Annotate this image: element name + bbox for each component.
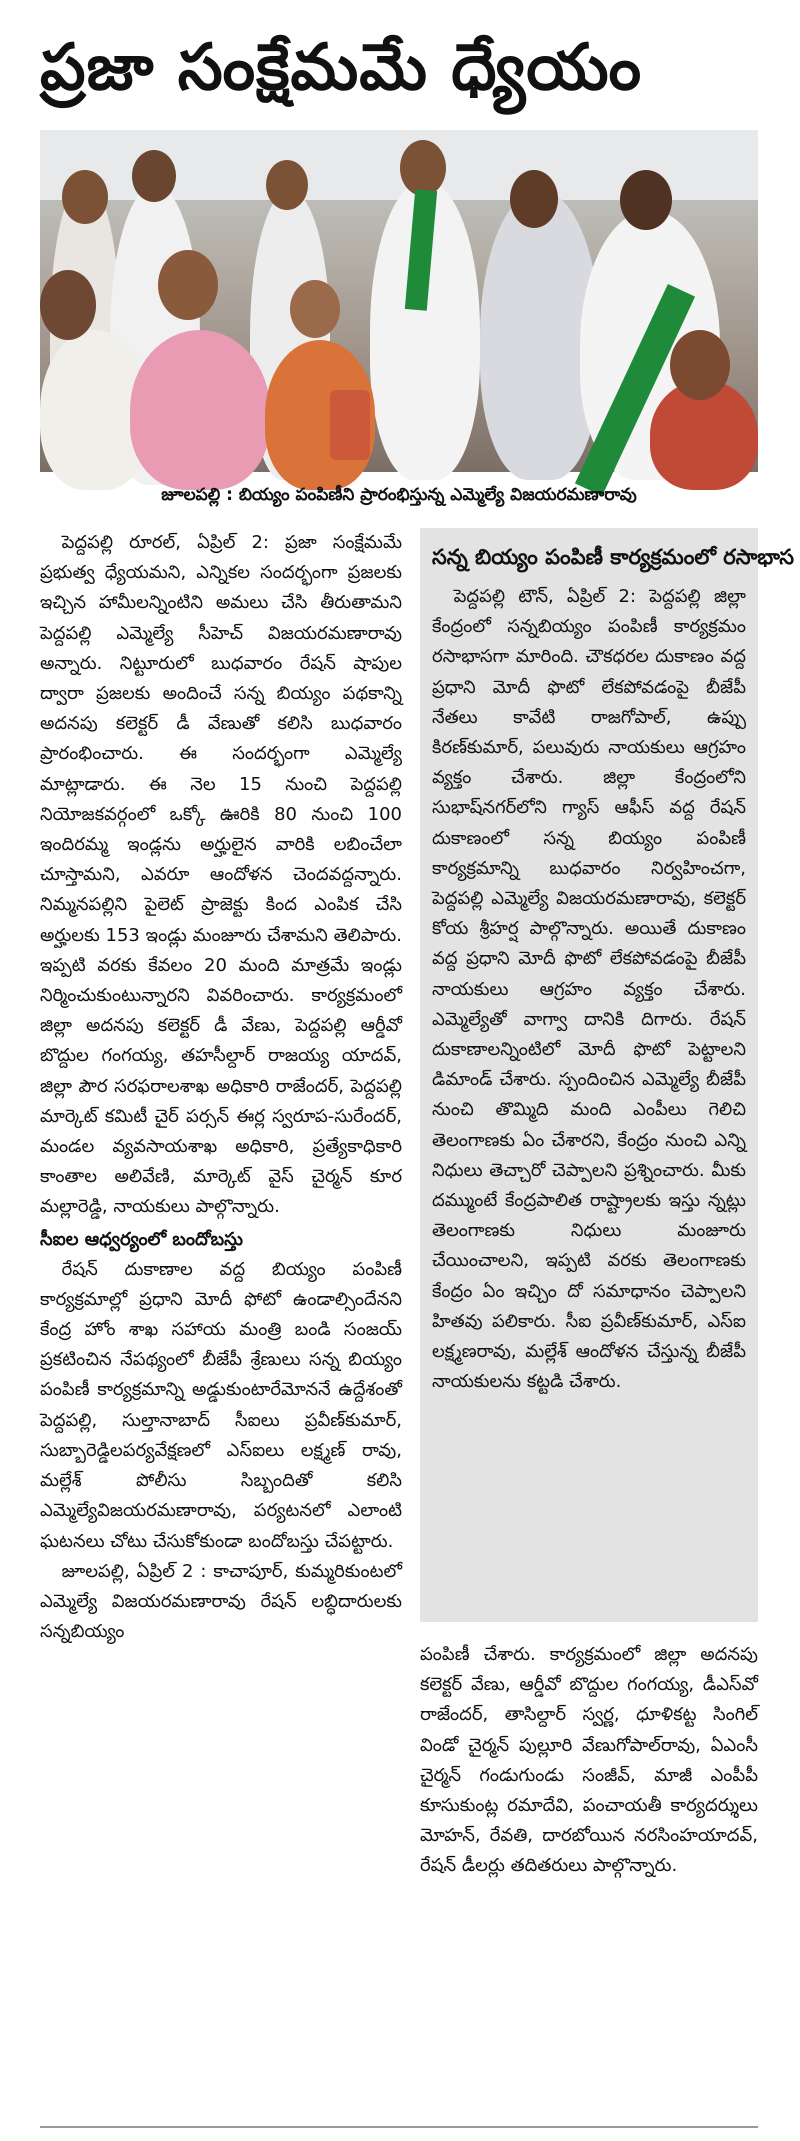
news-photo [40,130,758,472]
bottom-divider [40,2126,758,2128]
sidebar-story-title: సన్న బియ్యం పంపిణీ కార్యక్రమంలో రసాభాస [432,545,795,569]
main-story-subhead: సీఐల ఆధ్వర్యంలో బందోబస్తు [40,1228,244,1250]
headline: ప్రజా సంక్షేమమే ధ్యేయం [40,31,643,105]
main-story [40,528,402,2108]
sidebar-story-body: పెద్దపల్లి టౌన్, ఏప్రిల్ 2: పెద్దపల్లి జిల్లా కేంద్రంలో సన్నబియ్యం పంపిణీ కార్యక్రమం రసాభాసగా మారింది. చౌకధరల దుకాణం వద్ద ప్రధాని మోదీ ఫొటో లేకపోవడంపై బీజేపీ నేతలు కావేటి రాజగోపాల్, ఉప్పు కిరణ్‌కుమార్, పలువురు నాయకులు ఆగ్రహం వ్యక్తం చేశారు. జిల్లా కేంద్రంలోని సుభాష్‌నగర్‌లోని గ్యాస్ ఆఫీస్ వద్ద రేషన్ దుకాణంలో సన్న బియ్యం పంపిణీ కార్యక్రమాన్ని బుధవారం నిర్వహించగా, పెద్దపల్లి ఎమ్మెల్యే విజయరమణారావు, కలెక్టర్ కోయ శ్రీహర్ష పాల్గొన్నారు. అయితే దుకాణం వద్ద ప్రధాని మోదీ ఫొటో లేకపోవడంపై బీజేపీ నాయకులు ఆగ్రహం వ్యక్తం చేశారు. ఎమ్మెల్యేతో వాగ్వా దానికి దిగారు. రేషన్ దుకాణాలన్నింటిలో మోదీ ఫొటో పెట్టాలని డిమాండ్ చేశారు. స్పందించిన ఎమ్మెల్యే బీజేపీ నుంచి తొమ్మిది మంది ఎంపీలు గెలిచి తెలంగాణకు ఏం చేశారని, కేంద్రం నుంచి ఎన్ని నిధులు తెచ్చారో చెప్పాలని ప్రశ్నించారు. మీకు దమ్ముంటే కేంద్రపాలిత రాష్ట్రాలకు ఇస్తు న్నట్లు తెలంగాణకు నిధులు మంజూరు చేయించాలని, ఇప్పటి వరకు తెలంగాణకు కేంద్రం ఏం ఇచ్చిం దో సమాధానం చెప్పాలని హితవు పలికారు. సీఐ ప్రవీణ్‌కుమార్, ఎస్ఐ లక్ష్మణరావు, మల్లేశ్ ఆందోళన చేస్తున్న బీజేపీ నాయకులను కట్టడి చేశారు. [432,586,746,1393]
continued-story-body: పంపిణీ చేశారు. కార్యక్రమంలో జిల్లా అదనపు కలెక్టర్ వేణు, ఆర్డీవో బొద్దుల గంగయ్య, డీఎస్‌వో రాజేందర్, తాసిల్దార్ స్వర్ణ, ధూళికట్ట సింగిల్ విండో చైర్మన్ పుల్లూరి వేణుగోపాల్‌రావు, ఏఎంసీ చైర్మన్ గండుగుండు సంజీవ్, మాజీ ఎంపీపీ కూసుకుంట్ల రమాదేవి, పంచాయతీ కార్యదర్శులు మోహన్, రేవతి, దారబోయిన నరసింహయాదవ్, రేషన్ డీలర్లు తదితరులు పాల్గొన్నారు. [420,1644,758,1877]
main-story-paragraph: రేషన్ దుకాణాల వద్ద బియ్యం పంపిణీ కార్యక్రమాల్లో ప్రధాని మోదీ ఫోటో ఉండాల్సిందేనని కేంద్ర హోం శాఖ సహాయ మంత్రి బండి సంజయ్ ప్రకటించిన నేపథ్యంలో బీజేపీ శ్రేణులు సన్న బియ్యం పంపిణీ కార్యక్రమాన్ని అడ్డుకుంటారేమోననే ఉద్దేశంతో పెద్దపల్లి, సుల్తానాబాద్ సీఐలు ప్రవీణ్‌కుమార్, సుబ్బారెడ్డిలపర్యవేక్షణలో ఎస్ఐలు లక్ష్మణ్ రావు, మల్లేశ్ పోలీసు సిబ్బందితో కలిసి ఎమ్మెల్యేవిజయరమణారావు, పర్యటనలో ఎలాంటి ఘటనలు చోటు చేసుకోకుండా బందోబస్తు చేపట్టారు. [40,1258,402,1552]
sidebar-story [420,528,795,1622]
main-story-paragraph: పెద్దపల్లి రూరల్, ఏప్రిల్ 2: ప్రజా సంక్షేమమే ప్రభుత్వ ధ్యేయమని, ఎన్నికల సందర్భంగా ప్రజలకు ఇచ్చిన హామీలన్నింటిని అమలు చేసి తీరుతామని పెద్దపల్లి ఎమ్మెల్యే సీహెచ్ విజయరమణారావు అన్నారు. నిట్టూరులో బుధవారం రేషన్ షాపుల ద్వారా ప్రజలకు అందించే సన్న బియ్యం పథకాన్ని అదనపు కలెక్టర్ డీ వేణుతో కలిసి బుధవారం ప్రారంభించారు. ఈ సందర్భంగా ఎమ్మెల్యే మాట్లాడారు. ఈ నెల 15 నుంచి పెద్దపల్లి నియోజకవర్గంలో ఒక్కో ఊరికి 80 నుంచి 100 ఇందిరమ్మ ఇండ్లను అర్హులైన వారికి లబించేలా చూస్తామని, ఎవరూ ఆందోళన చెందవద్దన్నారు. నిమ్మనపల్లిని పైలెట్ ప్రాజెక్టు కింద ఎంపిక చేసి అర్హులకు 153 ఇండ్లు మంజూరు చేశామని తెలిపారు. ఇప్పటి వరకు కేవలం 20 మంది మాత్రమే ఇండ్లు నిర్మించుకుంటున్నారని వివరించారు. కార్యక్రమంలో జిల్లా అదనపు కలెక్టర్ డీ వేణు, పెద్దపల్లి ఆర్డీవో బొద్దుల గంగయ్య, తహసీల్దార్ రాజయ్య యాదవ్, జిల్లా పౌర సరఫరాలశాఖ అధికారి రాజేందర్, పెద్దపల్లి మార్కెట్ కమిటీ చైర్ పర్సన్ ఈర్ల స్వరూప-సురేందర్, మండల వ్యవసాయశాఖ అధికారి, ప్రత్యేకాధికారి కాంతాల అలివేణి, మార్కెట్ వైస్ చైర్మన్ కూర మల్లారెడ్డి, నాయకులు పాల్గొన్నారు. [40,532,402,1218]
photo-caption: జూలపల్లి : బియ్యం పంపిణీని ప్రారంభిస్తున్న ఎమ్మెల్యే విజయరమణారావు [161,485,637,505]
main-story-paragraph: జూలపల్లి, ఏప్రిల్ 2 : కాచాపూర్, కుమ్మరికుంటలో ఎమ్మెల్యే విజయరమణారావు రేషన్ లబ్ధిదారులకు సన్నబియ్యం [40,1560,402,1643]
continued-story [420,1640,758,2110]
